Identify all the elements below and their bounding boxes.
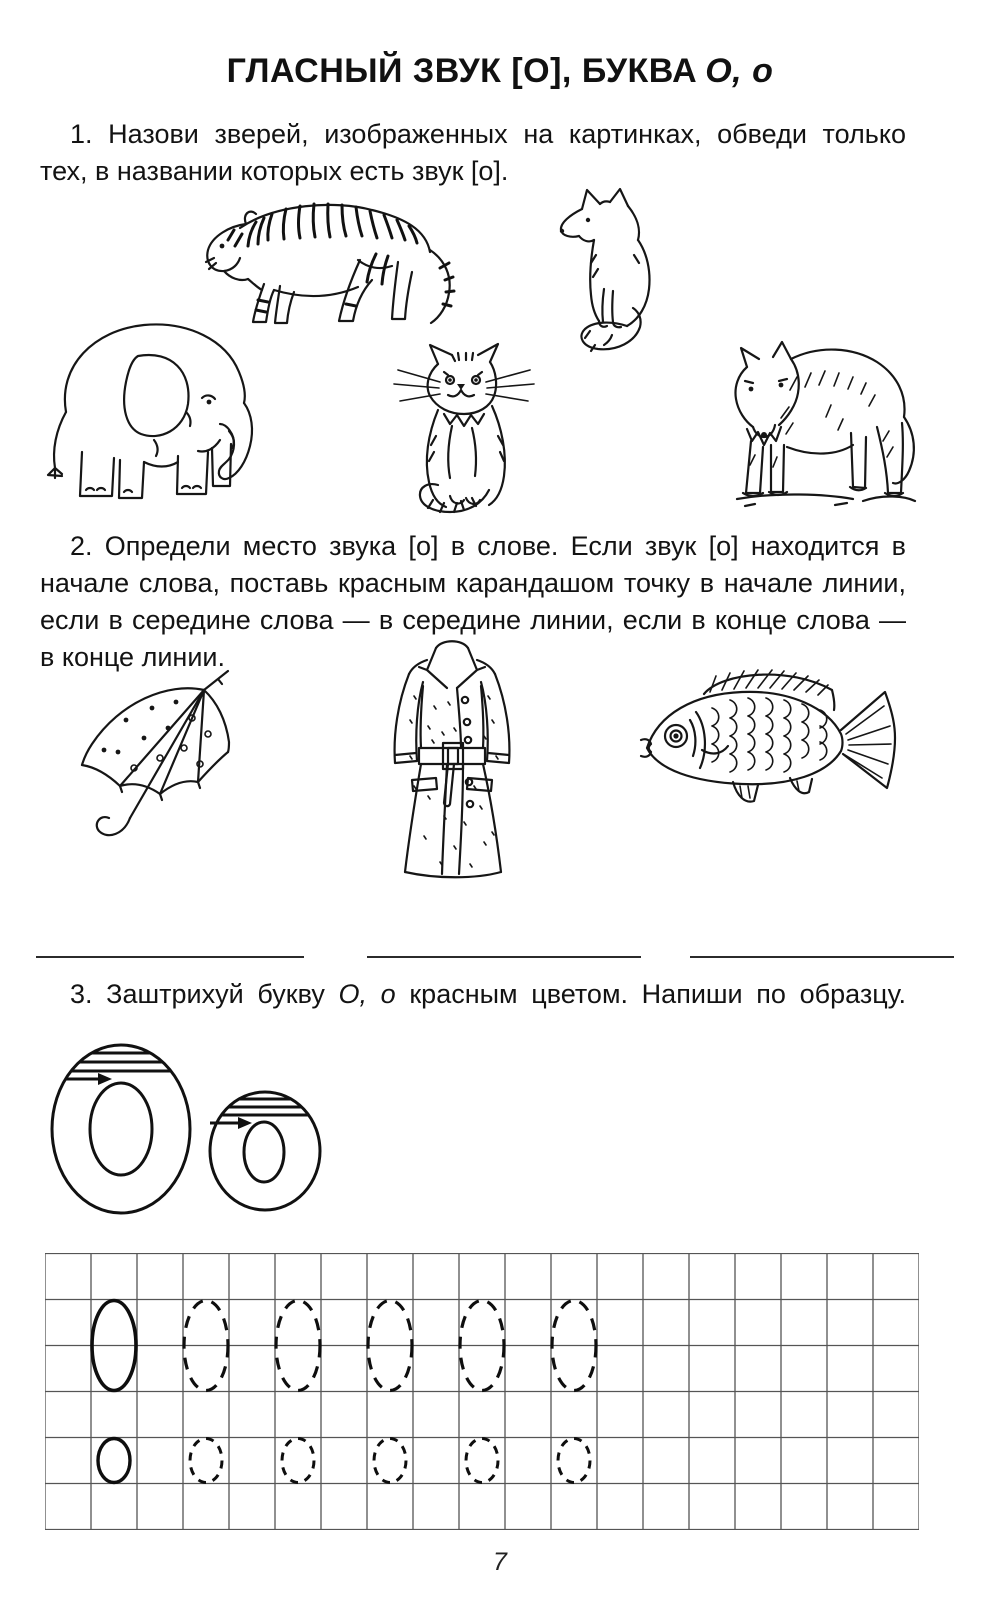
task1-instruction [40, 116, 906, 190]
task2-line-1: 2. Определи место звука [о] в слове. Если звук [о] находится в [70, 531, 906, 561]
writing-practice-area[interactable] [45, 1253, 919, 1530]
page-title-main: ГЛАСНЫЙ ЗВУК [О], БУКВА [226, 52, 698, 90]
fish-image [638, 664, 904, 818]
small-oval-trace-dashed[interactable] [190, 1439, 222, 1483]
task2-line-3: если в середине слова — в середине линии, если в конце слова — [40, 605, 906, 635]
stroke-direction-arrow-O [98, 1073, 112, 1085]
cat-image [392, 340, 536, 518]
umbrella-image [68, 668, 252, 848]
task3-text-prefix: 3. Заштрихуй букву [70, 979, 325, 1009]
wolf-image [685, 335, 917, 517]
letter-sample-o-lowercase [210, 1092, 320, 1210]
task3-letters: О, о [338, 979, 396, 1009]
answer-line-3[interactable] [690, 956, 954, 958]
fox-image [552, 185, 674, 355]
task1-line-2: тех, в названии которых есть звук [о]. [40, 156, 509, 186]
page-title [0, 52, 1000, 91]
writing-grid [45, 1253, 919, 1530]
answer-line-1[interactable] [36, 956, 304, 958]
task2-line-4: в конце линии. [40, 642, 225, 672]
elephant-image [36, 310, 266, 508]
stroke-direction-arrow-o [238, 1117, 252, 1129]
task3-text-suffix: красным цветом. Напиши по образцу. [409, 979, 906, 1009]
task3-instruction [40, 976, 906, 1013]
task2-line-2: начале слова, поставь красным карандашом точку в начале линии, [40, 568, 906, 598]
task1-line-1: 1. Назови зверей, изображенных на картинках, обведи только [70, 119, 906, 149]
small-oval-sample-solid[interactable] [98, 1439, 130, 1483]
small-oval-trace-dashed[interactable] [282, 1439, 314, 1483]
letter-samples [40, 1035, 340, 1225]
page-title-letters: О, о [705, 52, 774, 90]
small-oval-trace-dashed[interactable] [558, 1439, 590, 1483]
letter-sample-O-uppercase [52, 1045, 190, 1213]
answer-line-2[interactable] [367, 956, 641, 958]
small-oval-trace-dashed[interactable] [466, 1439, 498, 1483]
page-number: 7 [493, 1548, 507, 1576]
coat-image [384, 636, 520, 880]
small-oval-trace-dashed[interactable] [374, 1439, 406, 1483]
